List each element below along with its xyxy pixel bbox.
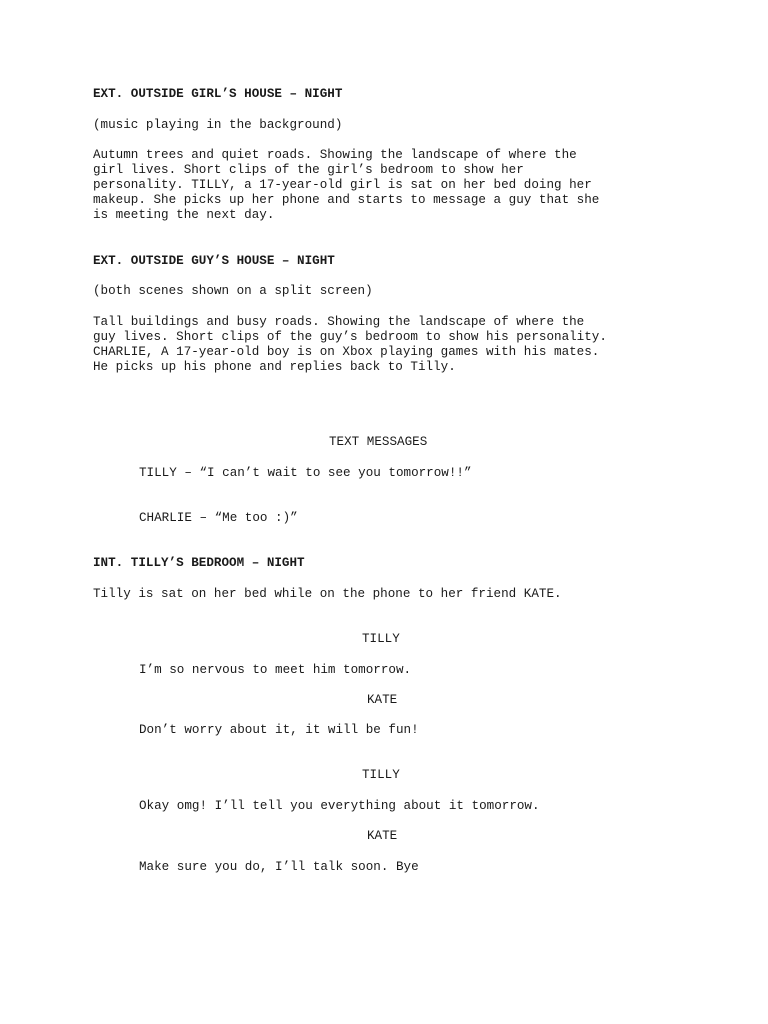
- action-line: Autumn trees and quiet roads. Showing the landscape of where the: [93, 148, 577, 162]
- action-line: CHARLIE, A 17-year-old boy is on Xbox playing games with his mates.: [93, 345, 600, 359]
- action-line: personality. TILLY, a 17-year-old girl is sat on her bed doing her: [93, 178, 592, 192]
- scene-heading: EXT. OUTSIDE GUY’S HOUSE – NIGHT: [93, 254, 335, 268]
- scene-heading: INT. TILLY’S BEDROOM – NIGHT: [93, 556, 305, 570]
- dialogue-line: Make sure you do, I’ll talk soon. Bye: [139, 860, 419, 874]
- character-name: KATE: [367, 829, 398, 843]
- dialogue-line: Okay omg! I’ll tell you everything about it tomorrow.: [139, 799, 540, 813]
- text-message: CHARLIE – “Me too :)”: [139, 511, 298, 525]
- character-name: TILLY: [362, 768, 400, 782]
- action-line: is meeting the next day.: [93, 208, 275, 222]
- dialogue-line: I’m so nervous to meet him tomorrow.: [139, 663, 412, 677]
- character-name: TILLY: [362, 632, 400, 646]
- action-line: girl lives. Short clips of the girl’s bedroom to show her: [93, 163, 524, 177]
- action-line: makeup. She picks up her phone and starts to message a guy that she: [93, 193, 600, 207]
- action-line: guy lives. Short clips of the guy’s bedroom to show his personality.: [93, 330, 607, 344]
- parenthetical: (music playing in the background): [93, 118, 343, 132]
- action-line: He picks up his phone and replies back to Tilly.: [93, 360, 456, 374]
- scene-heading: EXT. OUTSIDE GIRL’S HOUSE – NIGHT: [93, 87, 343, 101]
- character-name: KATE: [367, 693, 398, 707]
- dialogue-line: Don’t worry about it, it will be fun!: [139, 723, 419, 737]
- action-line: Tall buildings and busy roads. Showing the landscape of where the: [93, 315, 585, 329]
- action-line: Tilly is sat on her bed while on the phone to her friend KATE.: [93, 587, 562, 601]
- text-messages-title: TEXT MESSAGES: [329, 435, 428, 449]
- text-message: TILLY – “I can’t wait to see you tomorrow!!”: [139, 466, 472, 480]
- parenthetical: (both scenes shown on a split screen): [93, 284, 373, 298]
